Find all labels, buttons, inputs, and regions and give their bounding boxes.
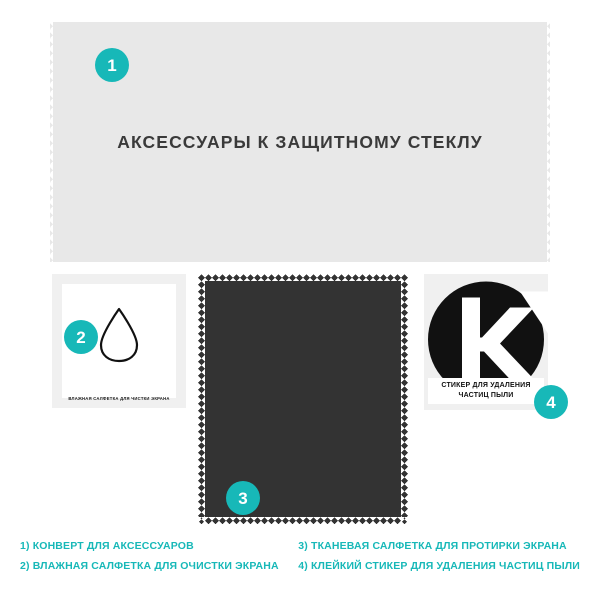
legend-item-2: 2) ВЛАЖНАЯ САЛФЕТКА ДЛЯ ОЧИСТКИ ЭКРАНА bbox=[20, 560, 279, 572]
dust-sticker-label-line2: ЧАСТИЦ ПЫЛИ bbox=[458, 391, 514, 399]
badge-4-sticker: 4 bbox=[534, 385, 568, 419]
water-drop-icon bbox=[97, 306, 141, 369]
legend bbox=[20, 540, 580, 572]
legend-item-1: 1) КОНВЕРТ ДЛЯ АКСЕССУАРОВ bbox=[20, 540, 194, 552]
legend-column-left bbox=[20, 540, 279, 572]
cloth-zigzag-left-edge bbox=[198, 274, 205, 524]
envelope-title: АКСЕССУАРЫ К ЗАЩИТНОМУ СТЕКЛУ bbox=[117, 131, 483, 152]
badge-3-cloth: 3 bbox=[226, 481, 260, 515]
legend-column-right bbox=[298, 540, 580, 572]
cloth-zigzag-bottom-edge bbox=[198, 517, 408, 524]
dust-sticker-illustration bbox=[424, 274, 548, 410]
legend-item-4: 4) КЛЕЙКИЙ СТИКЕР ДЛЯ УДАЛЕНИЯ ЧАСТИЦ ПЫЛИ bbox=[298, 560, 580, 572]
dust-sticker-label-line1: СТИКЕР ДЛЯ УДАЛЕНИЯ bbox=[441, 381, 531, 389]
badge-2-wet-wipe: 2 bbox=[64, 320, 98, 354]
cloth-zigzag-right-edge bbox=[401, 274, 408, 524]
cloth-zigzag-top-edge bbox=[198, 274, 408, 281]
legend-item-3: 3) ТКАНЕВАЯ САЛФЕТКА ДЛЯ ПРОТИРКИ ЭКРАНА bbox=[298, 540, 567, 552]
badge-1-envelope: 1 bbox=[95, 48, 129, 82]
wet-wipe-caption: ВЛАЖНАЯ САЛФЕТКА ДЛЯ ЧИСТКИ ЭКРАНА bbox=[68, 395, 170, 401]
dust-sticker-label bbox=[428, 378, 544, 404]
